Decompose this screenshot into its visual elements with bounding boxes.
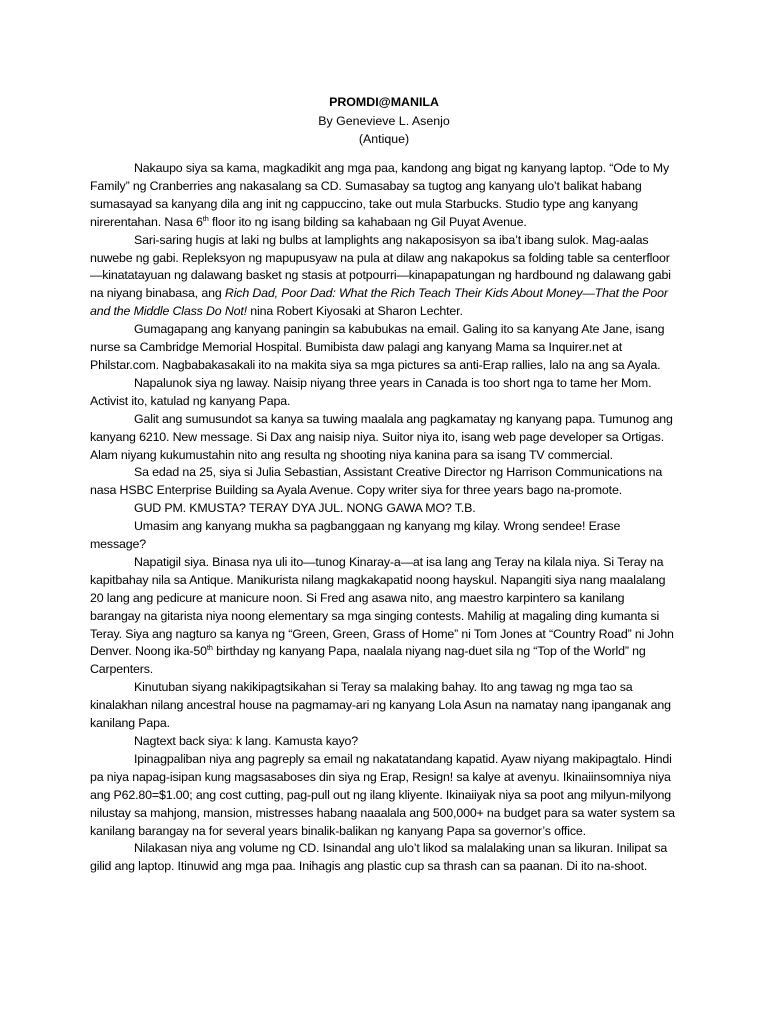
paragraph-2: Sari-saring hugis at laki ng bulbs at lamplights ang nakaposisyon sa iba’t ibang sulok. Mag-aalas nuwebe ng gabi. Repleksyon ng mapupusyaw na pula at dilaw ang nakapokus sa folding table sa centerfloor—kinatatayuan ng dalawang basket ng stasis at potpourri—kinapapatungan ng hardbound ng dalawang gabi na niyang binabasa, ang Rich Dad, Poor Dad: What the Rich Teach Their Kids About Money—That the Poor and the Middle Class Do Not! nina Robert Kiyosaki at Sharon Lechter. xyxy=(90,232,671,319)
document-title: PROMDI@MANILA xyxy=(329,95,439,109)
paragraph-11: Nagtext back siya: k lang. Kamusta kayo? xyxy=(134,734,359,748)
document-origin: (Antique) xyxy=(358,132,410,146)
document-body xyxy=(90,160,678,876)
paragraph-13: Nilakasan niya ang volume ng CD. Isinandal ang ulo’t likod sa malalaking unan sa likuran. Inilipat sa gilid ang laptop. Itinuwid ang mga paa. Inihagis ang plastic cup sa thrash can sa paanan. Di ito na-shoot. xyxy=(90,841,668,874)
paragraph-5: Galit ang sumusundot sa kanya sa tuwing maalala ang pagkamatay ng kanyang papa. Tumunog ang kanyang 6210. New message. Si Dax ang naisip niya. Suitor niya ito, isang web page developer sa Ortigas. Alam niyang kukumustahin nito ang resulta ng shooting niya kanina para sa isang TV commercial. xyxy=(90,411,673,462)
document-header xyxy=(0,93,768,149)
document-author: By Genevieve L. Asenjo xyxy=(318,113,450,128)
paragraph-8: Umasim ang kanyang mukha sa pagbanggaan ng kanyang mg kilay. Wrong sendee! Erase message? xyxy=(90,519,621,552)
paragraph-7: GUD PM. KMUSTA? TERAY DYA JUL. NONG GAWA MO? T.B. xyxy=(134,501,476,516)
paragraph-9: Napatigil siya. Binasa nya uli ito—tunog Kinaray-a—at isa lang ang Teray na kilala niya. Si Teray na kapitbahay nila sa Antique. Manikurista nilang magkakapatid noong hayskul. Napangiti siya nang maalalang 20 lang ang pedicure at manicure noon. Si Fred ang asawa nito, ang maestro karpintero sa kanilang barangay na gitarista niya noong elementary sa mga singing contests. Mahilig at magaling ding kumanta si Teray. Siya ang nagturo sa kanya ng “Green, Green, Grass of Home” ni Tom Jones at “Country Road” ni John Denver. Noong ika-50th birthday ng kanyang Papa, naalala niyang nag-duet sila ng “Top of the World” ng Carpenters. xyxy=(90,554,674,677)
book-title: Rich Dad, Poor Dad: What the Rich Teach Their Kids About Money—That the Poor and the Middle Class Do Not! xyxy=(90,286,668,319)
paragraph-4: Napalunok siya ng laway. Naisip niyang three years in Canada is too short nga to tame her Mom. Activist ito, katulad ng kanyang Papa. xyxy=(90,375,652,408)
paragraph-10: Kinutuban siyang nakikipagtsikahan si Teray sa malaking bahay. Ito ang tawag ng mga tao sa kinalakhan nilang ancestral house na pagmamay-ari ng kanyang Lola Asun na namatay nang ipanganak ang kanilang Papa. xyxy=(90,680,671,731)
paragraph-1: Nakaupo siya sa kama, magkadikit ang mga paa, kandong ang bigat ng kanyang laptop. “Ode to My Family” ng Cranberries ang nakasalang sa CD. Sumasabay sa tugtog ang kanyang ulo’t balikat habang sumasayad sa kanyang dila ang init ng cappuccino, take out mula Starbucks. Studio type ang kanyang nirerentahan. Nasa 6th floor ito ng isang bilding sa kahabaan ng Gil Puyat Avenue. xyxy=(90,161,670,229)
paragraph-3: Gumagapang ang kanyang paningin sa kabubukas na email. Galing ito sa kanyang Ate Jane, isang nurse sa Cambridge Memorial Hospital. Bumibista daw palagi ang kanyang Mama sa Inquirer.net at Philstar.com. Nagbabakasakali ito na makita siya sa mga pictures sa anti-Erap rallies, lalo na ang sa Ayala. xyxy=(90,322,665,372)
paragraph-12: Ipinagpaliban niya ang pagreply sa email ng nakatatandang kapatid. Ayaw niyang makipagtalo. Hindi pa niya napag-isipan kung magsasaboses din siya ng Erap, Resign! sa kalye at avenyu. Ikinaiinsomniya niya ang P62.80=$1.00; ang cost cutting, pag-pull out ng ilang kliyente. Ikinaiiyak niya sa poot ang milyun-milyong nilustay sa mahjong, mansion, mistresses habang naaalala ang 500,000+ na budget para sa water system sa kanilang barangay na for several years binalik-balikan ng kanyang Papa sa governor’s office. xyxy=(90,751,675,838)
paragraph-6: Sa edad na 25, siya si Julia Sebastian, Assistant Creative Director ng Harrison Communications na nasa HSBC Enterprise Building sa Ayala Avenue. Copy writer siya for three years bago na-promote. xyxy=(90,465,663,498)
